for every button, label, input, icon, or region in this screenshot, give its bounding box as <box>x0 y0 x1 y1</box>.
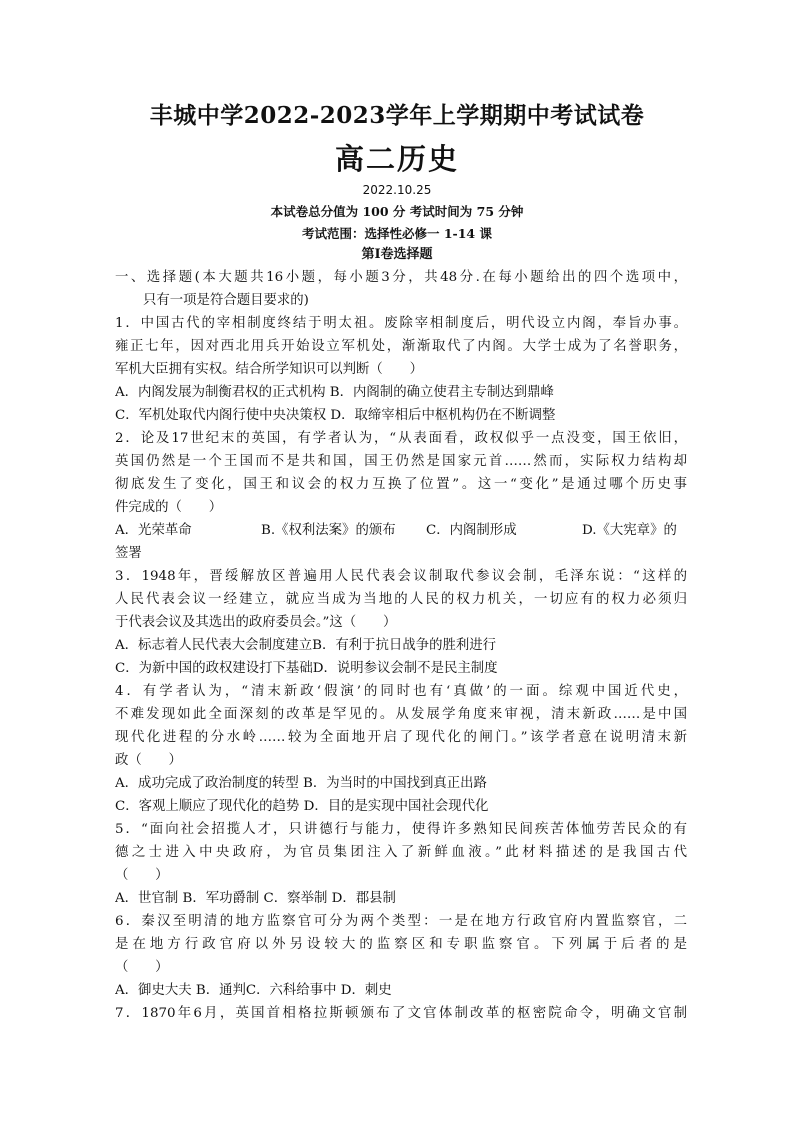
question-4 <box>115 680 687 818</box>
option-d: D.《大宪章》的 <box>582 523 677 538</box>
question-1 <box>115 312 687 427</box>
part-instruction-cont: 只有一项是符合题目要求的) <box>143 293 309 308</box>
options-row <box>115 519 687 542</box>
options-cd: C．军机处取代内阁行使中央决策权 D．取缔宰相后中枢机构仍在不断调整 <box>115 408 556 423</box>
question-text: 政（ ） <box>115 753 182 768</box>
question-3 <box>115 565 687 680</box>
question-2 <box>115 427 687 565</box>
question-text: 雍正七年，因对西北用兵开始设立军机处，渐渐取代了内阁。大学士成为了名誉职务， <box>115 339 687 354</box>
option-b: B.《权利法案》的颁布 <box>261 523 396 538</box>
options-cd: C．客观上顺应了现代化的趋势 D．目的是实现中国社会现代化 <box>115 799 489 814</box>
exam-title: 丰城中学2022-2023学年上学期期中考试试卷 <box>149 102 645 129</box>
subject-title: 高二历史 <box>334 142 459 176</box>
options-cd: C．为新中国的政权建设打下基础D．说明参议会制不是民主制度 <box>115 661 498 676</box>
question-text: 3．1948年，晋绥解放区普遍用人民代表会议制取代参议会制，毛泽东说：“这样的 <box>115 569 687 584</box>
question-7 <box>115 1002 687 1025</box>
options-row: A．御史大夫 B．通判C．六科给事中 D．刺史 <box>115 983 392 998</box>
question-text: 于代表会议及其选出的政府委员会。”这（ ） <box>115 615 397 630</box>
option-a: A．光荣革命 <box>115 523 192 538</box>
question-body <box>115 266 687 1025</box>
question-text: 4．有学者认为，“清末新政‘假演’的同时也有‘真做’的一面。综观中国近代史， <box>115 684 687 699</box>
exam-date: 2022.10.25 <box>362 183 432 197</box>
question-6 <box>115 910 687 1002</box>
question-text: 2．论及17世纪末的英国，有学者认为，“从表面看，政权似乎一点没变，国王依旧， <box>115 431 687 446</box>
question-text: 军机大臣拥有实权。结合所学知识可以判断（ ） <box>115 362 423 377</box>
question-text: 6．秦汉至明清的地方监察官可分为两个类型：一是在地方行政官府内置监察官，二 <box>115 914 687 929</box>
option-d-cont: 签署 <box>115 546 142 561</box>
option-c: C．内阁制形成 <box>426 523 517 538</box>
question-text: 德之士进入中央政府，为官员集团注入了新鲜血液。”此材料描述的是我国古代 <box>115 845 687 860</box>
question-text: 1．中国古代的宰相制度终结于明太祖。废除宰相制度后，明代设立内阁，奉旨办事。 <box>115 316 687 331</box>
question-text: 不难发现如此全面深刻的改革是罕见的。从发展学角度来审视，清末新政……是中国 <box>115 707 687 722</box>
question-text: 现代化进程的分水岭……较为全面地开启了现代化的闸门。”该学者意在说明清末新 <box>115 730 687 745</box>
question-5 <box>115 818 687 910</box>
question-text: 人民代表会议一经建立，就应当成为当地的人民的权力机关，一切应有的权力必须归 <box>115 592 687 607</box>
options-ab: A．成功完成了政治制度的转型 B．为当时的中国找到真正出路 <box>115 776 487 791</box>
part-instruction: 一、选择题(本大题共16小题，每小题3分，共48分.在每小题给出的四个选项中， <box>115 270 687 285</box>
options-ab: A．标志着人民代表大会制度建立B．有利于抗日战争的胜利进行 <box>115 638 497 653</box>
question-text: 件完成的（ ） <box>115 500 223 515</box>
question-text: 5．“面向社会招揽人才，只讲德行与能力，使得许多熟知民间疾苦体恤劳苦民众的有 <box>115 822 687 837</box>
score-time-info: 本试卷总分值为 100 分 考试时间为 75 分钟 <box>270 204 524 219</box>
options-row: A．世官制 B．军功爵制 C．察举制 D．郡县制 <box>115 891 396 906</box>
question-text: （ ） <box>115 868 169 883</box>
section-title: 第Ⅰ卷选择题 <box>361 247 433 262</box>
question-text: 英国仍然是一个王国而不是共和国，国王仍然是国家元首……然而，实际权力结构却 <box>115 454 687 469</box>
question-text: 彻底发生了变化，国王和议会的权力互换了位置”。这一“变化”是通过哪个历史事 <box>115 477 687 492</box>
question-text: 是在地方行政官府以外另设较大的监察区和专职监察官。下列属于后者的是 <box>115 937 687 952</box>
question-text: （ ） <box>115 960 169 975</box>
options-ab: A．内阁发展为制衡君权的正式机构 B．内阁制的确立使君主专制达到鼎峰 <box>115 385 554 400</box>
exam-range: 考试范围：选择性必修一 1-14 课 <box>302 226 492 241</box>
question-text: 7．1870年6月，英国首相格拉斯顿颁布了文官体制改革的枢密院命令，明确文官制 <box>115 1006 687 1021</box>
